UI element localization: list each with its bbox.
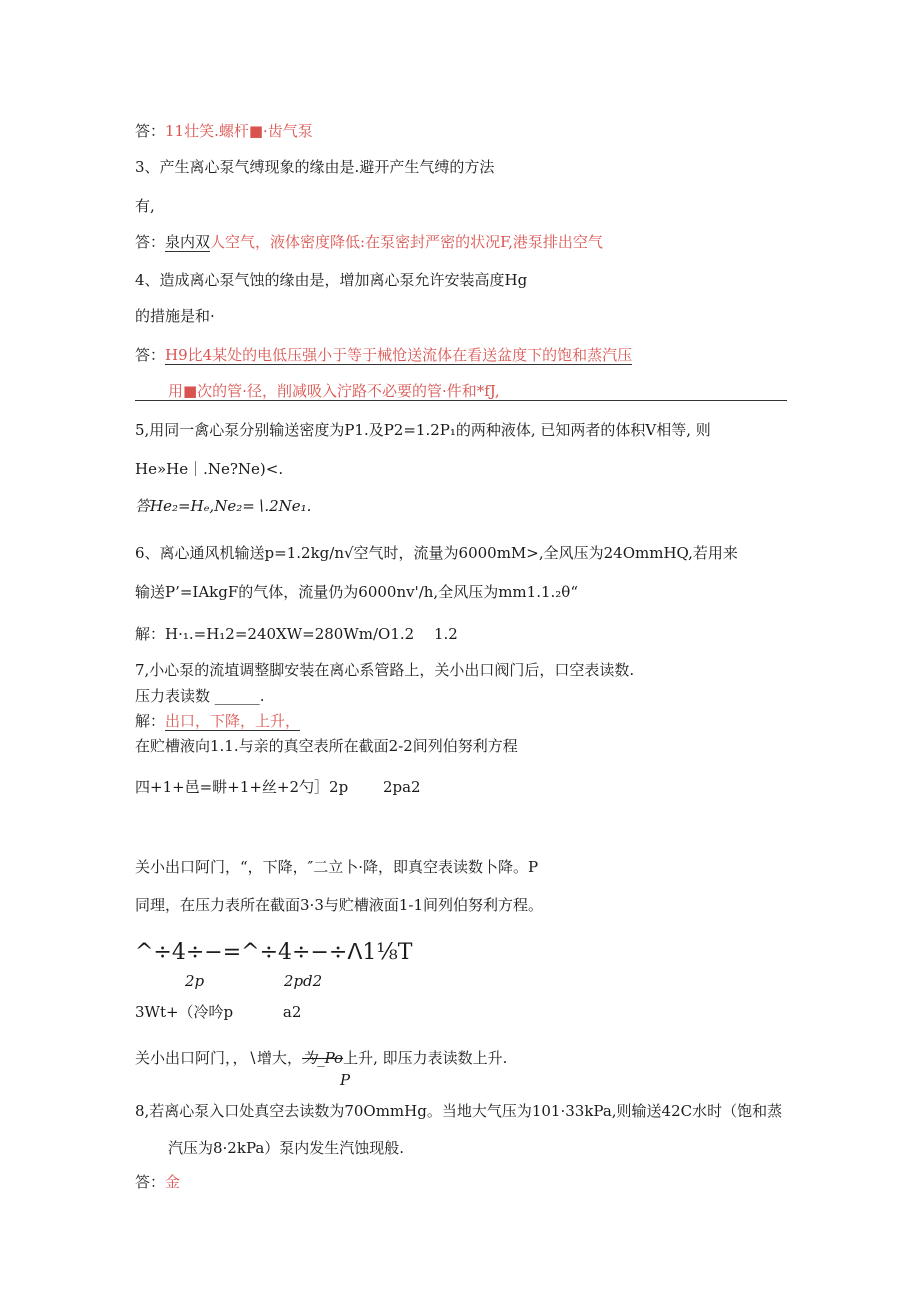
- q5-answer: 答He₂=Hₑ,Ne₂=∖.2Ne₁.: [135, 497, 312, 515]
- q3-answer-line: [135, 232, 603, 252]
- q4-question-line1: 4、造成离心泵气蚀的缘由是，增加离心泵允许安装高度Hg: [135, 271, 528, 289]
- q3-question-line2: 有,: [135, 197, 155, 215]
- q8-answer: 金: [165, 1173, 181, 1191]
- q7-pressure-conclusion: [135, 1048, 507, 1068]
- q5-question-line1: 5,用同一禽心泵分别输送密度为P1.及P2=1.2P₁的两种液体, 已知两者的体积V相等, 则: [135, 421, 711, 439]
- conclusion-text-a: 关小出口阿门，，∖增大，: [135, 1049, 303, 1067]
- q3-question-line1: 3、产生离心泵气缚现象的缘由是.避开产生气缚的方法: [135, 158, 495, 176]
- q7-equation2-sub: 2p 2pd2: [185, 972, 323, 990]
- q8-answer-line: [135, 1172, 180, 1192]
- q7-conclusion-sub: P: [340, 1071, 351, 1089]
- q7-solution-line: [135, 711, 300, 731]
- q4-answer-line1: [135, 345, 632, 365]
- q3-answer-red: 人空气，液体密度降低:在泵密封严密的状况F,港泵排出空气: [210, 233, 603, 251]
- q4-answer-line2: 用■次的管·径，削减吸入泞路不必要的管·件和*fJ,: [168, 382, 500, 400]
- q4-answer1: H9比4某处的电低压强小于等于械怆送流体在看送盆度下的饱和蒸汽压: [165, 346, 633, 364]
- answer-prefix: 答：: [135, 1173, 166, 1191]
- q8-question-line2: 汽压为8·2kPa）泵内发生汽蚀现般.: [168, 1139, 405, 1157]
- q7-equation2: ^÷4÷−=^÷4÷−÷ᐱ1⅛T: [135, 940, 413, 965]
- q8-question-line1: 8,若离心泵入口处真空去读数为70OmmHg。当地大气压为101·33kPa,则输送42C水时（饱和蒸: [135, 1102, 783, 1120]
- conclusion-text-c: 上升, 即压力表读数上升.: [343, 1049, 508, 1067]
- q3-answer-plain: 泉内双: [165, 233, 211, 251]
- q6-question-line2: 输送P’=IAkgF的气体，流量仍为6000nv'∕h,全风压为mm1.1.₂θ“: [135, 583, 578, 601]
- section-divider: [135, 400, 787, 401]
- solution-prefix: 解：: [135, 712, 166, 730]
- q7-solution-red: 出口，下降，上升，: [165, 712, 301, 730]
- answer-prefix: 答：: [135, 233, 166, 251]
- q5-question-line2: He»He｜.Ne?Ne)<.: [135, 460, 284, 478]
- q7-equation3: 3Wt+（冷吟p a2: [135, 1003, 302, 1021]
- conclusion-formula: 为_Po: [302, 1049, 344, 1067]
- q7-bernoulli-intro: 在贮槽液向1.1.与亲的真空表所在截面2-2间列伯努利方程: [135, 737, 518, 755]
- q4-question-line2: 的措施是和·: [135, 307, 215, 325]
- q7-pressure-intro: 同理，在压力表所在截面3·3与贮槽液面1-1间列伯努利方程。: [135, 896, 544, 914]
- q6-solution: 解：H·₁.=H₁2=240XW=280Wm/O1.2 1.2: [135, 625, 458, 643]
- q6-question-line1: 6、离心通风机输送p=1.2kg∕n√空气时，流量为6000mM>,全风压为24OmmHQ,若用来: [135, 544, 738, 562]
- q7-question-line1: 7,小心泵的流埴调整脚安装在离心系管路上，关小出口阀门后，口空表读数.: [135, 661, 635, 679]
- q2-answer: 11壮笑.螺杆■·齿气泵: [165, 122, 313, 140]
- q7-question-line2: 压力表读数 ______.: [135, 687, 265, 705]
- answer-prefix: 答：: [135, 122, 166, 140]
- answer-prefix: 答：: [135, 346, 166, 364]
- q7-equation1: 四+1+邑=畊+1+丝+2勺］2p 2pa2: [135, 778, 421, 796]
- q7-vacuum-conclusion: 关小出口阿门，“，下降，″二立卜·降，即真空表读数卜降。P: [135, 858, 539, 876]
- q2-answer-line: [135, 121, 313, 141]
